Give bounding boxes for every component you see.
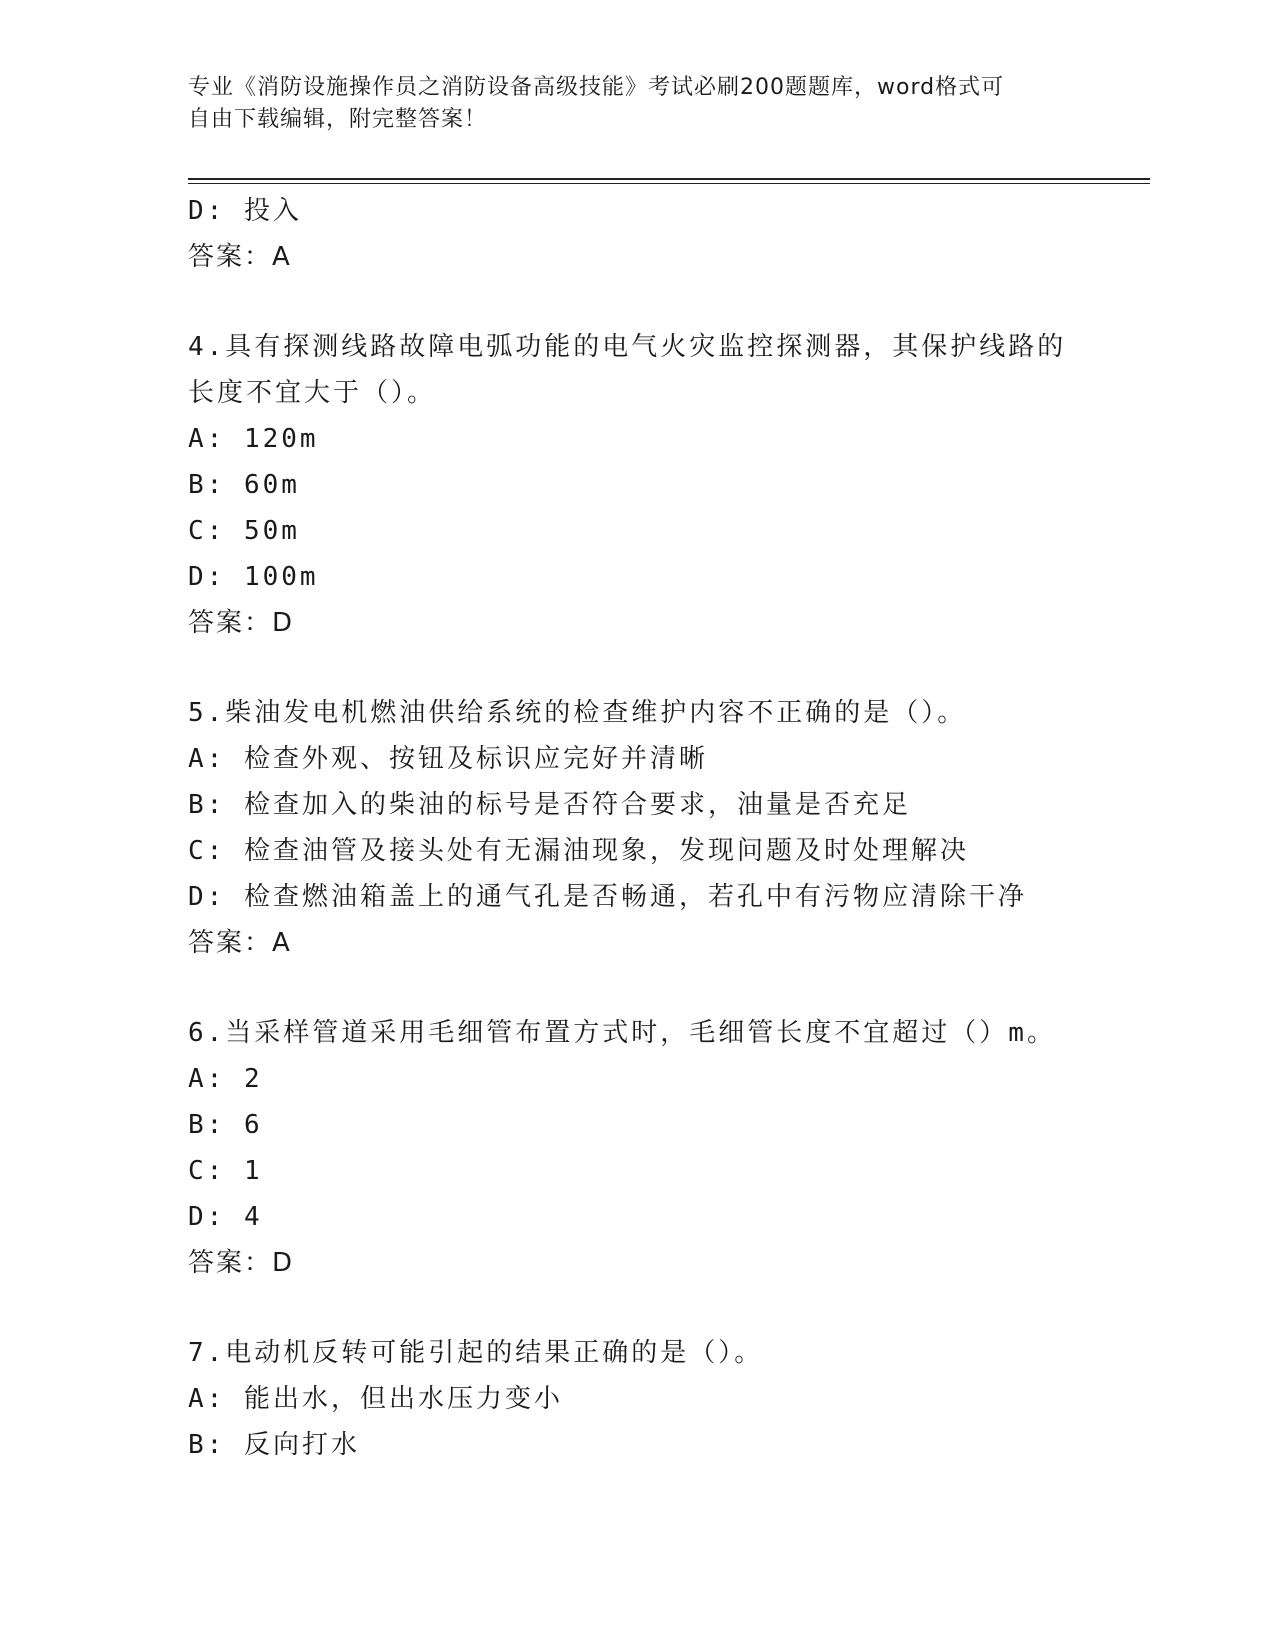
question-7: [188, 1330, 1148, 1468]
header-rule-thick: [188, 178, 1150, 180]
question-stem: 6.当采样管道采用毛细管布置方式时，毛细管长度不宜超过（）m。: [188, 1018, 1056, 1048]
option-d: D: 投入: [188, 196, 302, 226]
question-stem: 5.柴油发电机燃油供给系统的检查维护内容不正确的是（）。: [188, 698, 967, 728]
spacer: [188, 966, 1148, 1010]
option-b: B: 反向打水: [188, 1430, 360, 1460]
spacer: [188, 280, 1148, 324]
option-b: B: 6: [188, 1110, 263, 1140]
question-list: [188, 188, 1148, 1468]
option-b: B: 60m: [188, 470, 300, 500]
option-a: A: 2: [188, 1064, 263, 1094]
header-line-1: 专业《消防设施操作员之消防设备高级技能》考试必刷200题题库，word格式可: [188, 75, 1005, 100]
question-stem: 4.具有探测线路故障电弧功能的电气火灾监控探测器，其保护线路的: [188, 332, 1067, 362]
answer-line: 答案：D: [188, 1248, 295, 1278]
option-c: C: 50m: [188, 516, 300, 546]
question-6: [188, 1010, 1148, 1286]
option-d: D: 4: [188, 1202, 263, 1232]
option-c: C: 检查油管及接头处有无漏油现象，发现问题及时处理解决: [188, 836, 969, 866]
spacer: [188, 1286, 1148, 1330]
answer-line: 答案：D: [188, 608, 295, 638]
option-d: D: 100m: [188, 562, 319, 592]
question-stem: 7.电动机反转可能引起的结果正确的是（）。: [188, 1338, 764, 1368]
answer-line: 答案：A: [188, 242, 292, 272]
answer-line: 答案：A: [188, 928, 292, 958]
spacer: [188, 646, 1148, 690]
option-c: C: 1: [188, 1156, 263, 1186]
question-4: [188, 324, 1148, 646]
option-a: A: 检查外观、按钮及标识应完好并清晰: [188, 744, 708, 774]
question-stem-continued: 长度不宜大于（）。: [188, 378, 437, 408]
header-line-2: 自由下载编辑，附完整答案！: [188, 107, 488, 132]
option-a: A: 120m: [188, 424, 319, 454]
question-5: [188, 690, 1148, 966]
option-b: B: 检查加入的柴油的标号是否符合要求，油量是否充足: [188, 790, 911, 820]
page-header: [188, 72, 1088, 136]
header-rule-thin: [188, 183, 1150, 184]
option-a: A: 能出水，但出水压力变小: [188, 1384, 563, 1414]
option-d: D: 检查燃油箱盖上的通气孔是否畅通，若孔中有污物应清除干净: [188, 882, 1027, 912]
question-3: [188, 188, 1148, 280]
